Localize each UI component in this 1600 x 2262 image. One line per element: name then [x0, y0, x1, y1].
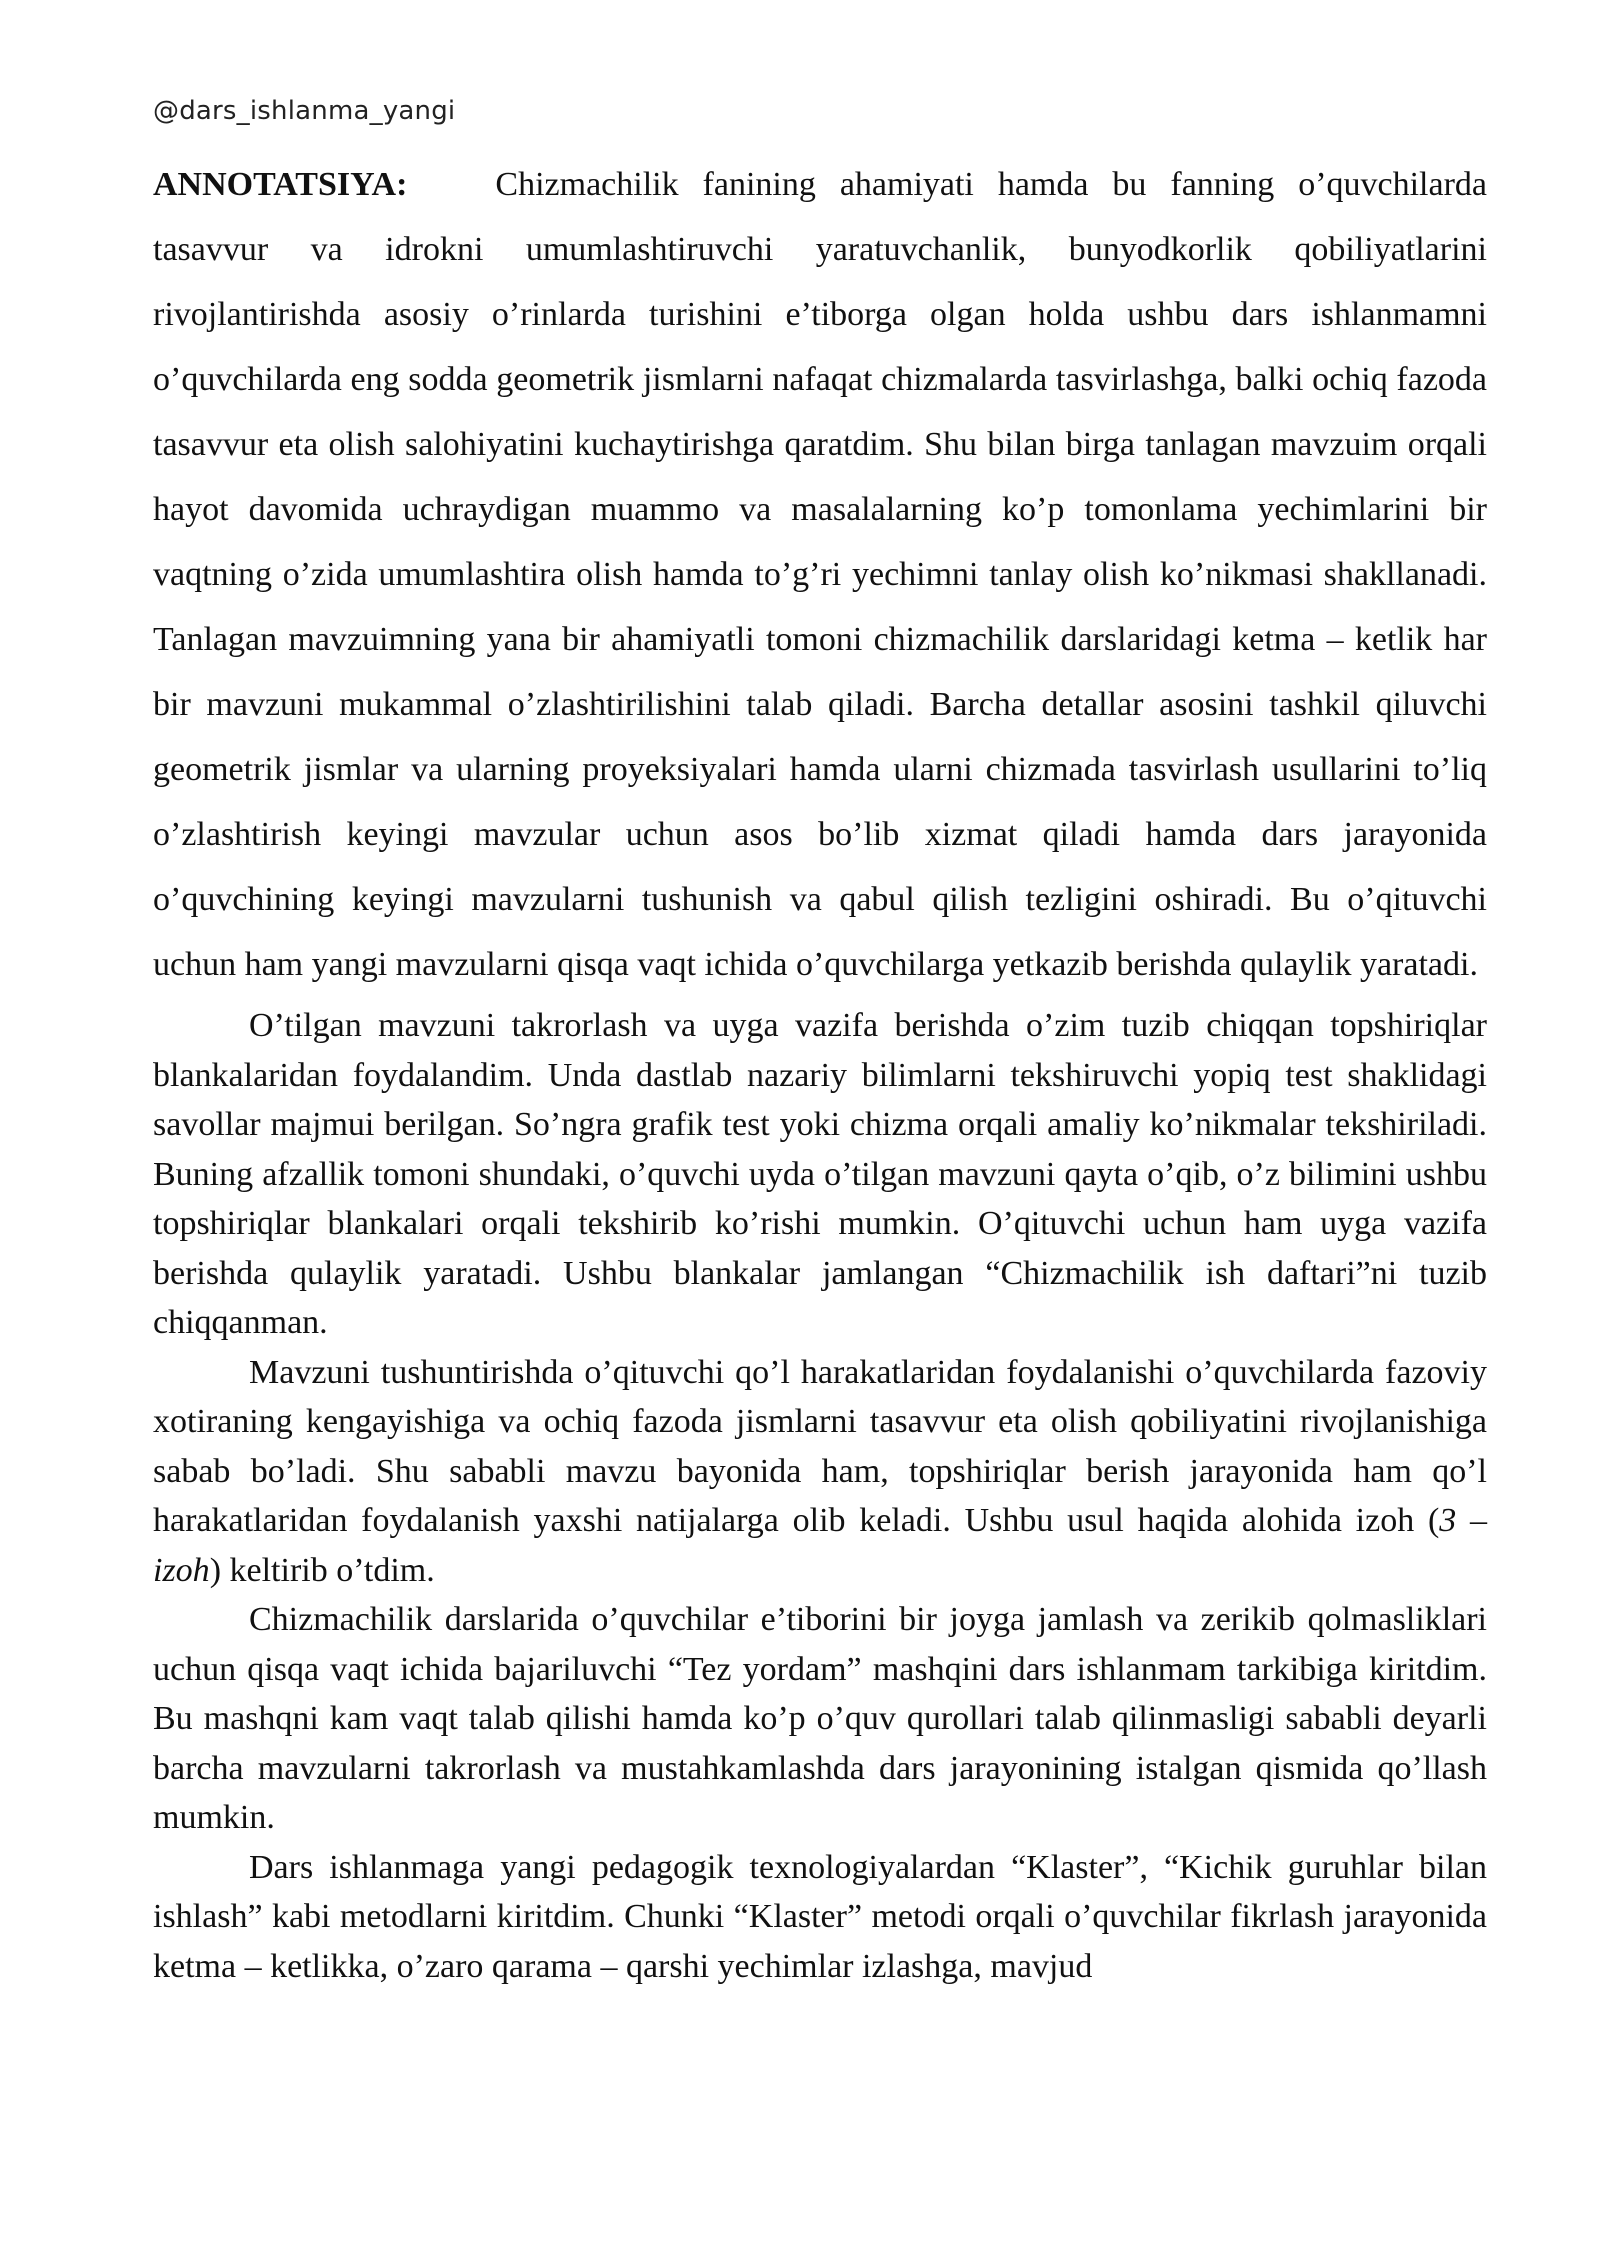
annotation-text: Chizmachilik fanining ahamiyati hamda bu fanning o’quvchilarda tasavvur va idrokni umumlashtiruvchi yaratuvchanlik, bunyodkorlik qobiliyatlarini rivojlantirishda asosiy o’rinlarda turishini e’tiborga olgan holda ushbu dars ishlanmamni o’quvchilarda eng sodda geometrik jismlarni nafaqat chizmalarda tasvirlashga, balki ochiq fazoda tasavvur eta olish salohiyatini kuchaytirishga qaratdim. Shu bilan birga tanlagan mavzuim orqali hayot davomida uchraydigan muammo va masalalarning ko’p tomonlama yechimlarini bir vaqtning o’zida umumlashtira olish hamda to’g’ri yechimni tanlay olish ko’nikmasi shakllanadi. Tanlagan mavzuimning yana bir ahamiyatli tomoni chizmachilik darslaridagi ketma – ketlik har bir mavzuni mukammal o’zlashtirilishini talab qiladi. Barcha detallar asosini tashkil qiluvchi geometrik jismlar va ularning proyeksiyalari hamda ularni chizmada tasvirlash usullarini to’liq o’zlashtirish keyingi mavzular uchun asos bo’lib xizmat qiladi hamda dars jarayonida o’quvchining keyingi mavzularni tushunish va qabul qilish tezligini oshiradi. Bu o’qituvchi uchun ham yangi mavzularni qisqa vaqt ichida o’quvchilarga yetkazib berishda qulaylik yaratadi.	[153, 166, 1487, 983]
annotation-label: ANNOTATSIYA:	[153, 166, 408, 203]
document-body	[153, 152, 1487, 1991]
paragraph-quick-exercise: Chizmachilik darslarida o’quvchilar e’tiborini bir joyga jamlash va zerikib qolmasliklari uchun qisqa vaqt ichida bajariluvchi “Tez yordam” mashqini dars ishlanmam tarkibiga kiritdim. Bu mashqni kam vaqt talab qilishi hamda ko’p o’quv qurollari talab qilinmasligi sababli deyarli barcha mavzularni takrorlash va mustahkamlashda dars jarayonining istalgan qismida qo’llash mumkin.	[153, 1601, 1487, 1836]
paragraph-pedagogical-methods: Dars ishlanmaga yangi pedagogik texnologiyalardan “Klaster”, “Kichik guruhlar bilan ishlash” kabi metodlarni kiritdim. Chunki “Klaster” metodi orqali o’quvchilar fikrlash jarayonida ketma – ketlikka, o’zaro qarama – qarshi yechimlar izlashga, mavjud	[153, 1848, 1487, 1985]
watermark-handle: @dars_ishlanma_yangi	[153, 96, 456, 126]
paragraph-hand-gestures-text: Mavzuni tushuntirishda o’qituvchi qo’l harakatlaridan foydalanishi o’quvchilarda fazoviy xotiraning kengayishiga va ochiq fazoda jismlarni tasavvur eta olish qobiliyatini rivojlanishiga sabab bo’ladi. Shu sababli mavzu bayonida ham, topshiriqlar berish jarayonida ham qo’l harakatlaridan foydalanish yaxshi natijalarga olib keladi. Ushbu usul haqida alohida izoh (	[153, 1353, 1487, 1539]
note-reference: 3 – izoh	[153, 1502, 1487, 1589]
paragraph-hand-gestures	[153, 1348, 1487, 1596]
annotation-paragraph	[153, 152, 1487, 997]
paragraph-hand-gestures-end: ) keltirib o’tdim.	[209, 1551, 435, 1589]
paragraph-homework-blanks: O’tilgan mavzuni takrorlash va uyga vazifa berishda o’zim tuzib chiqqan topshiriqlar blankalaridan foydalandim. Unda dastlab nazariy bilimlarni tekshiruvchi yopiq test shaklidagi savollar majmui berilgan. So’ngra grafik test yoki chizma orqali amaliy ko’nikmalar tekshiriladi. Buning afzallik tomoni shundaki, o’quvchi uyda o’tilgan mavzuni qayta o’qib, o’z bilimini ushbu topshiriqlar blankalari orqali tekshirib ko’rishi mumkin. O’qituvchi uchun ham uyga vazifa berishda qulaylik yaratadi. Ushbu blankalar jamlangan “Chizmachilik ish daftari”ni tuzib chiqqanman.	[153, 1007, 1487, 1341]
